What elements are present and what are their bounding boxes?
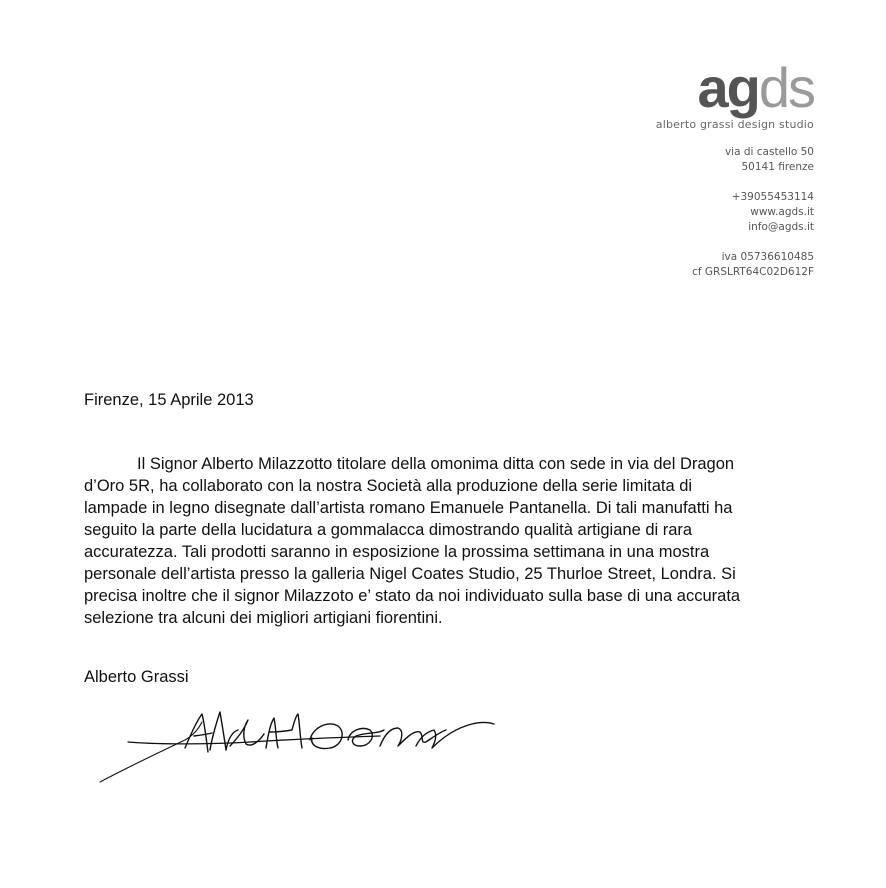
body-line: seguito la parte della lucidatura a gommalacca dimostrando qualità artigiane di rara xyxy=(84,521,693,539)
address-block xyxy=(656,145,814,175)
vat-number: iva 05736610485 xyxy=(721,251,814,263)
logo-light-part: ds xyxy=(758,56,814,119)
body-line: precisa inoltre che il signor Milazzoto e’ stato da noi individuato sulla base di una accurata xyxy=(84,587,741,605)
fiscal-code: cf GRSLRT64C02D612F xyxy=(692,266,814,278)
letterhead xyxy=(655,56,814,280)
contacts-block xyxy=(656,190,814,235)
logo-bold-part: ag xyxy=(697,56,759,119)
address-street: via di castello 50 xyxy=(724,146,814,158)
body-line: personale dell’artista presso la galleria Nigel Coates Studio, 25 Thurloe Street, Londra. Si xyxy=(84,565,736,583)
body-line: lampade in legno disegnate dall’artista romano Emanuele Pantanella. Di tali manufatti ha xyxy=(84,499,733,517)
phone-number: +39055453114 xyxy=(731,191,814,203)
signer-name: Alberto Grassi xyxy=(84,668,189,686)
handwritten-signature xyxy=(80,700,520,795)
body-line: accuratezza. Tali prodotti saranno in esposizione la prossima settimana in una mostra xyxy=(84,543,710,561)
tax-block xyxy=(656,250,814,280)
letter-date: Firenze, 15 Aprile 2013 xyxy=(84,391,254,409)
body-line: Il Signor Alberto Milazzotto titolare della omonima ditta con sede in via del Dragon xyxy=(137,455,735,473)
contact-info xyxy=(656,145,814,280)
body-line: selezione tra alcuni dei migliori artigiani fiorentini. xyxy=(84,609,443,627)
email: info@agds.it xyxy=(748,221,814,233)
website: www.agds.it xyxy=(750,206,814,218)
letter-body xyxy=(84,453,824,629)
agds-logo xyxy=(656,56,814,119)
address-city: 50141 firenze xyxy=(741,161,814,173)
studio-name: alberto grassi design studio xyxy=(655,118,814,131)
body-line: d’Oro 5R, ha collaborato con la nostra Società alla produzione della serie limitata di xyxy=(84,477,693,495)
